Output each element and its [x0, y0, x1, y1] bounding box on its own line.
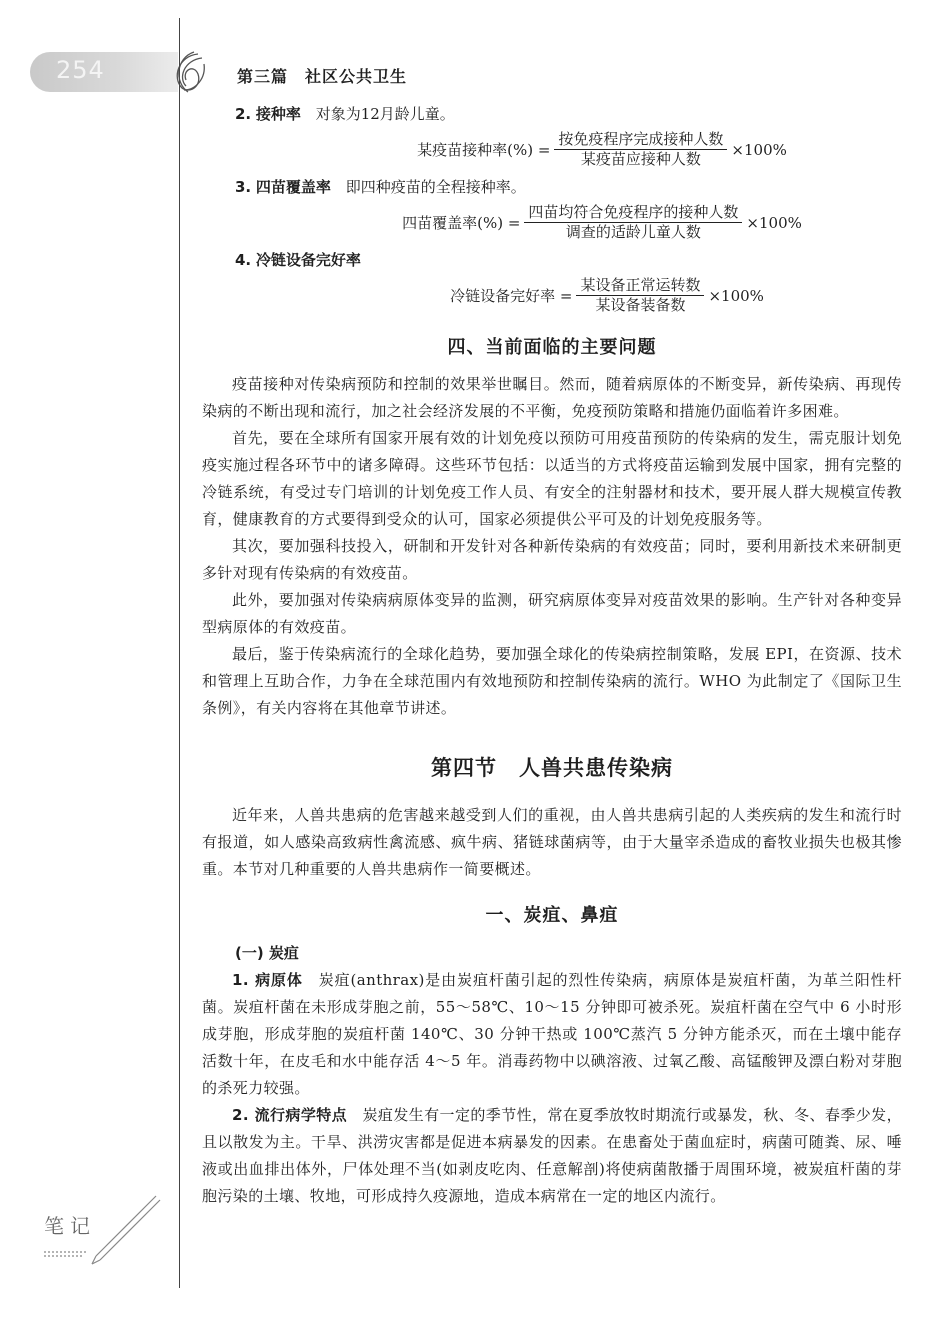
fraction: [524, 203, 742, 242]
fraction-denominator: 调查的适龄儿童人数: [565, 223, 701, 241]
paragraph: 首先，要在全球所有国家开展有效的计划免疫以预防可用疫苗预防的传染病的发生，需克服计划免疫实施过程各环节中的诸多障碍。这些环节包括：以适当的方式将疫苗运输到发展中国家，拥有完整的冷链系统，有受过专门培训的计划免疫工作人员、有安全的注射器材和技术，要开展人群大规模宣传教育，健康教育的方式要得到受众的认可，国家必须提供公平可及的计划免疫服务等。: [202, 429, 902, 528]
point-lead: 2. 流行病学特点: [232, 1106, 348, 1124]
point-text: 炭疽(anthrax)是由炭疽杆菌引起的烈性传染病，病原体是炭疽杆菌，为革兰阳性杆菌。炭疽杆菌在未形成芽胞之前，55～58℃、10～15 分钟即可被杀死。炭疽杆菌在空气中 6 小时形成芽胞，形成芽胞的炭疽杆菌 140℃、30 分钟干热或 100℃蒸汽 5 分钟方能杀灭，而在土壤中能存活数十年，在皮毛和水中能存活 4～5 年。消毒药物中以碘溶液、过氧乙酸、高锰酸钾及漂白粉对芽胞的杀死力较强。: [202, 971, 902, 1097]
paragraph: 其次，要加强科技投入，研制和开发针对各种新传染病的有效疫苗；同时，要利用新技术来研制更多针对现有传染病的有效疫苗。: [202, 537, 902, 582]
chapter-header: 第三篇 社区公共卫生: [237, 67, 408, 86]
formula-item: [202, 173, 902, 242]
paragraph: 疫苗接种对传染病预防和控制的效果举世瞩目。然而，随着病原体的不断变异，新传染病、再现传染病的不断出现和流行，加之社会经济发展的不平衡，免疫预防策略和措施仍面临着许多困难。: [202, 375, 902, 420]
point-text: 炭疽发生有一定的季节性，常在夏季放牧时期流行或暴发，秋、冬、春季少发，且以散发为主。干旱、洪涝灾害都是促进本病暴发的因素。在患畜处于菌血症时，病菌可随粪、尿、唾液或出血排出体外，尸体处理不当(如剥皮吃肉、任意解剖)将使病菌散播于周围环境，被炭疽杆菌的芽胞污染的土壤、牧地，可形成持久疫源地，造成本病常在一定的地区内流行。: [202, 1106, 902, 1205]
pen-icon: [36, 1190, 166, 1270]
item-number: 2.: [235, 105, 252, 123]
formula-suffix: ×100%: [708, 286, 764, 305]
item-text: 对象为12月龄儿童。: [315, 105, 455, 123]
swirl-logo-icon: [168, 48, 212, 96]
item-text: 即四种疫苗的全程接种率。: [345, 178, 526, 196]
paragraph: 此外，要加强对传染病病原体变异的监测，研究病原体变异对疫苗效果的影响。生产针对各种变异型病原体的有效疫苗。: [202, 591, 902, 636]
anthrax-point: [202, 1102, 902, 1210]
fraction-denominator: 某设备装备数: [595, 296, 686, 314]
margin-rule: [179, 18, 180, 1288]
vaccination-rate-formula: [302, 130, 902, 169]
fraction-numerator: 按免疫程序完成接种人数: [554, 130, 727, 150]
item-term: 冷链设备完好率: [255, 251, 361, 269]
fraction: [576, 276, 704, 315]
paragraph: 最后，鉴于传染病流行的全球化趋势，要加强全球化的传染病控制策略，发展 EPI，在资源、技术和管理上互助合作，力争在全球范围内有效地预防和控制传染病的流行。WHO 为此制定了《国际卫生条例》，有关内容将在其他章节讲述。: [202, 645, 902, 717]
subheading-anthrax: (一) 炭疽: [235, 944, 299, 962]
fraction: [554, 130, 727, 169]
formula-lhs: 冷链设备完好率 =: [450, 287, 573, 305]
item-term: 四苗覆盖率: [255, 178, 331, 196]
page-number: 254: [56, 56, 105, 84]
point-lead: 1. 病原体: [232, 971, 303, 989]
page-content: [202, 100, 902, 1210]
fraction-numerator: 四苗均符合免疫程序的接种人数: [524, 203, 742, 223]
item-number: 3.: [235, 178, 252, 196]
section-intro: 近年来，人兽共患病的危害越来越受到人们的重视，由人兽共患病引起的人类疾病的发生和流行时有报道，如人感染高致病性禽流感、疯牛病、猪链球菌病等，由于大量宰杀造成的畜牧业损失也极其惨重。本节对几种重要的人兽共患病作一简要概述。: [202, 806, 902, 878]
item-term: 接种率: [255, 105, 301, 123]
fraction-numerator: 某设备正常运转数: [576, 276, 704, 296]
heading-problems: 四、当前面临的主要问题: [447, 337, 657, 358]
anthrax-point: [202, 967, 902, 1102]
formula-item: [202, 246, 902, 315]
fraction-denominator: 某疫苗应接种人数: [580, 150, 701, 168]
item-number: 4.: [235, 251, 252, 269]
formula-item: [202, 100, 902, 169]
formula-lhs: 四苗覆盖率(%) =: [402, 214, 521, 232]
section-title: 第四节 人兽共患传染病: [431, 756, 673, 780]
heading-anthrax: 一、炭疽、鼻疽: [485, 905, 619, 926]
formula-suffix: ×100%: [731, 140, 787, 159]
notes-label: 笔记: [44, 1214, 96, 1238]
cold-chain-formula: [312, 276, 902, 315]
formula-suffix: ×100%: [746, 213, 802, 232]
formula-lhs: 某疫苗接种率(%) =: [417, 141, 551, 159]
four-vaccine-coverage-formula: [302, 203, 902, 242]
